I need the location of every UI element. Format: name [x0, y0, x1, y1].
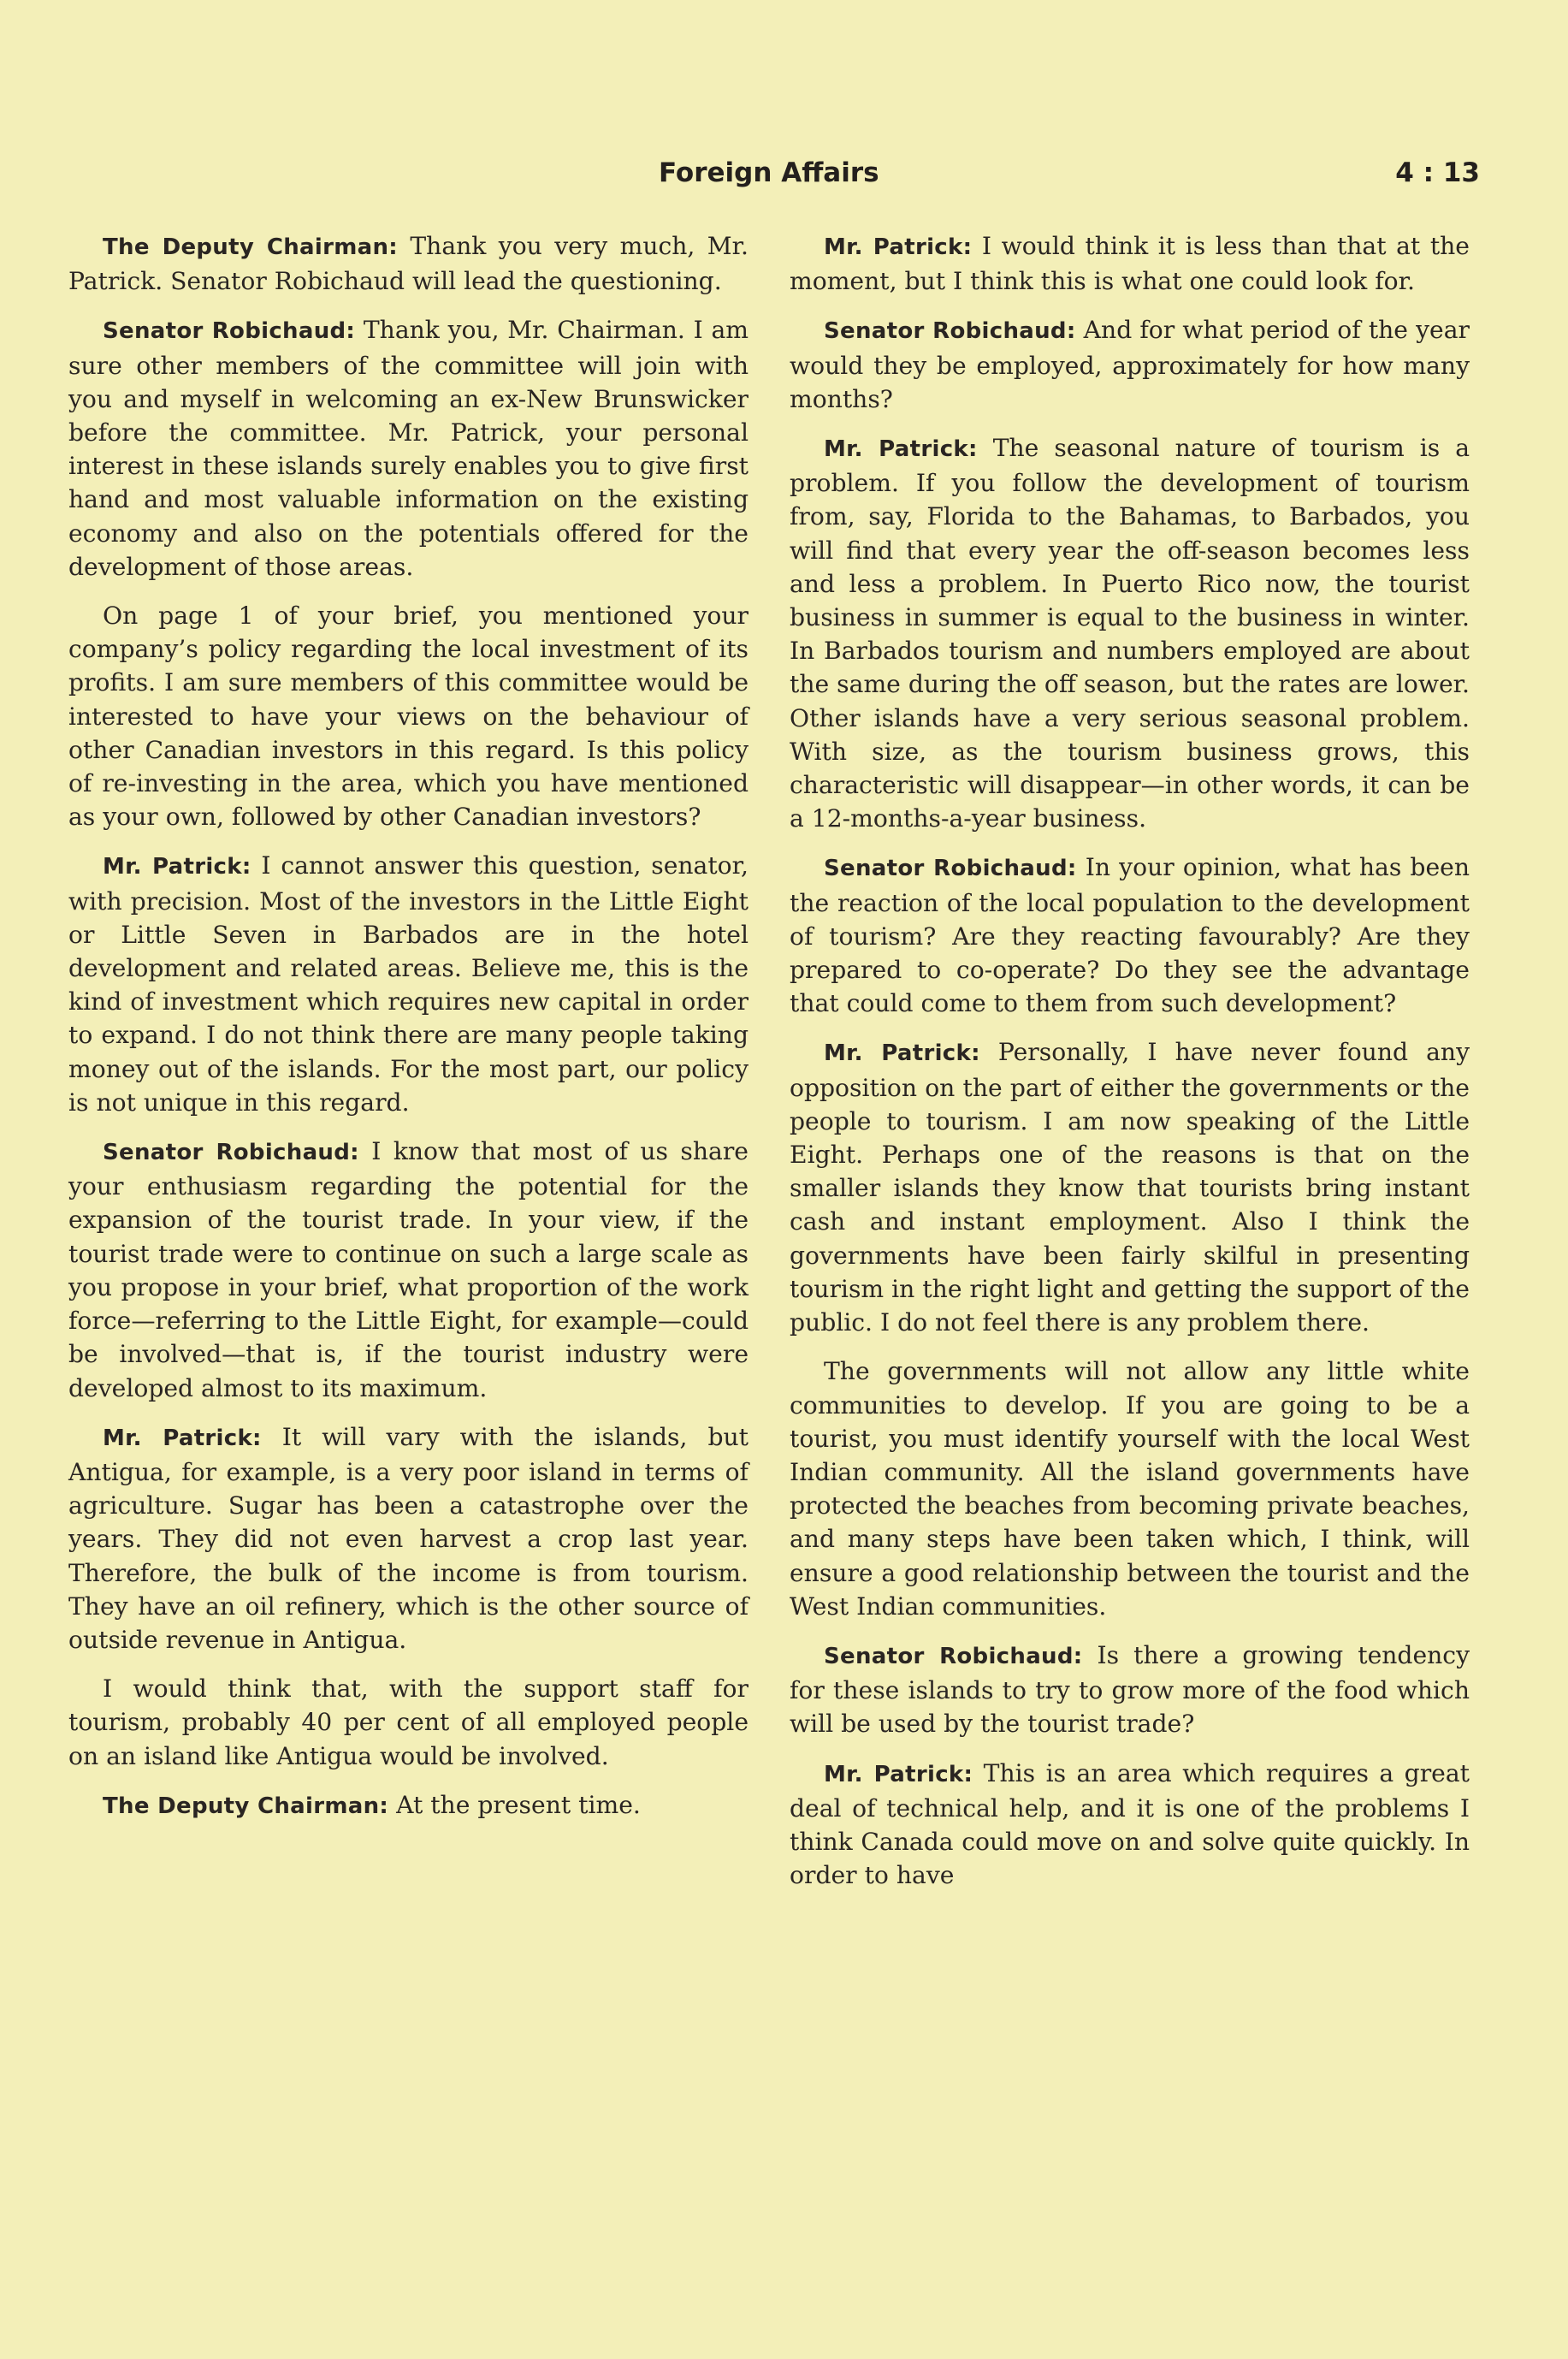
- paragraph-text: At the present time.: [388, 1790, 641, 1819]
- running-title: Foreign Affairs: [659, 157, 879, 188]
- paragraph-text: I would think it is less than that at the moment, but I think this is what one could look for.: [790, 232, 1470, 296]
- paragraph: [790, 851, 1470, 1020]
- page-header: [94, 157, 1480, 195]
- speaker-label: Mr. Patrick:: [103, 1425, 262, 1451]
- paragraph-text: The governments will not allow any little white communities to develop. If you are going to be a tourist, you must identify yourself with the local West Indian community. All the island governments have protected the beaches from becoming private beaches, and many steps have been taken which, I think, will ensure a good relationship between the tourist and the West Indian communities.: [790, 1357, 1470, 1621]
- speaker-label: Senator Robichaud:: [824, 318, 1076, 345]
- speaker-label: The Deputy Chairman:: [103, 234, 398, 260]
- paragraph-text: Is there a growing tendency for these islands to try to grow more of the food which will be used by the tourist trade?: [790, 1640, 1470, 1739]
- paragraph: [790, 313, 1470, 416]
- page-number: 4 : 13: [1395, 157, 1480, 188]
- paragraph-text: The seasonal nature of tourism is a problem. If you follow the development of tourism from, say, Florida to the Bahamas, to Barbados, you will find that every year the off-season becomes less and less a problem. In Puerto Rico now, the tourist business in summer is equal to the business in winter. In Barbados tourism and numbers employed are about the same during the off season, but the rates are lower. Other islands have a very serious seasonal problem. With size, as the tourism business grows, this characteristic will disappear—in other words, it can be a 12-months-a-year business.: [790, 434, 1470, 833]
- left-column: [68, 229, 748, 1839]
- paragraph-text: Personally, I have never found any opposition on the part of either the governments or the people to tourism. I am now speaking of the Little Eight. Perhaps one of the reasons is that on the smaller islands they know that tourists bring instant cash and instant employment. Also I think the governments have been fairly skilful in presenting tourism in the right light and getting the support of the public. I do not feel there is any problem there.: [790, 1038, 1470, 1337]
- paragraph: [68, 1672, 748, 1773]
- paragraph: [68, 1788, 748, 1823]
- speaker-label: Mr. Patrick:: [824, 234, 973, 260]
- speaker-label: Senator Robichaud:: [103, 1140, 359, 1166]
- paragraph-text: In your opinion, what has been the reaction of the local population to the development of tourism? Are they reacting favourably? Are they prepared to co-operate? Do they see the advantage that could come to them from such development?: [790, 853, 1470, 1018]
- paragraph: [68, 1135, 748, 1405]
- speaker-label: Mr. Patrick:: [103, 854, 251, 880]
- paragraph: [68, 849, 748, 1119]
- paragraph: [790, 431, 1470, 835]
- speaker-label: Senator Robichaud:: [103, 318, 356, 345]
- paragraph-text: I would think that, with the support staff for tourism, probably 40 per cent of all employed people on an island like Antigua would be involved.: [68, 1674, 748, 1770]
- speaker-label: Senator Robichaud:: [824, 856, 1077, 882]
- speaker-label: The Deputy Chairman:: [103, 1793, 389, 1819]
- paragraph-text: I know that most of us share your enthusiasm regarding the potential for the expansion of the tourist trade. In your view, if the tourist trade were to continue on such a large scale as you propose in your brief, what proportion of the work force—referring to the Little Eight, for example—could be involved—that is, if the tourist industry were developed almost to its maximum.: [68, 1137, 748, 1402]
- paragraph: [790, 229, 1470, 298]
- right-column: [790, 229, 1470, 1907]
- speaker-label: Mr. Patrick:: [824, 1761, 973, 1787]
- speaker-label: Mr. Patrick:: [824, 1040, 980, 1067]
- speaker-label: Senator Robichaud:: [824, 1643, 1083, 1669]
- paragraph: [68, 229, 748, 298]
- paragraph: [790, 1639, 1470, 1741]
- paragraph-text: Thank you, Mr. Chairman. I am sure other members of the committee will join with you and myself in welcoming an ex-New Brunswicker before the committee. Mr. Patrick, your personal interest in these islands surely enables you to give first hand and most valuable information on the existing economy and also on the potentials offered for the development of those areas.: [68, 316, 749, 581]
- paragraph: [68, 1420, 748, 1657]
- paragraph: [790, 1035, 1470, 1339]
- paragraph-text: I cannot answer this question, senator, with precision. Most of the investors in the Little Eight or Little Seven in Barbados are in the hotel development and related areas. Believe me, this is the kind of investment which requires new capital in order to expand. I do not think there are many people taking money out of the islands. For the most part, our policy is not unique in this regard.: [68, 851, 748, 1117]
- paragraph-text: On page 1 of your brief, you mentioned your company’s policy regarding the local investment of its profits. I am sure members of this committee would be interested to have your views on the behaviour of other Canadian investors in this regard. Is this policy of re-investing in the area, which you have mentioned as your own, followed by other Canadian investors?: [68, 602, 748, 832]
- paragraph-text: This is an area which requires a great deal of technical help, and it is one of the problems I think Canada could move on and solve quite quickly. In order to have: [790, 1758, 1470, 1890]
- paragraph: [68, 313, 748, 584]
- paragraph-text: It will vary with the islands, but Antigua, for example, is a very poor island in terms of agriculture. Sugar has been a catastrophe over the years. They did not even harvest a crop last year. Therefore, the bulk of the income is from tourism. They have an oil refinery, which is the other source of outside revenue in Antigua.: [68, 1422, 749, 1654]
- speaker-label: Mr. Patrick:: [824, 436, 978, 463]
- paragraph-text: Thank you very much, Mr. Patrick. Senator Robichaud will lead the questioning.: [68, 232, 748, 296]
- paragraph: [790, 1354, 1470, 1623]
- paragraph: [790, 1757, 1470, 1893]
- paragraph-text: And for what period of the year would they be employed, approximately for how many months?: [790, 316, 1470, 413]
- paragraph: [68, 599, 748, 833]
